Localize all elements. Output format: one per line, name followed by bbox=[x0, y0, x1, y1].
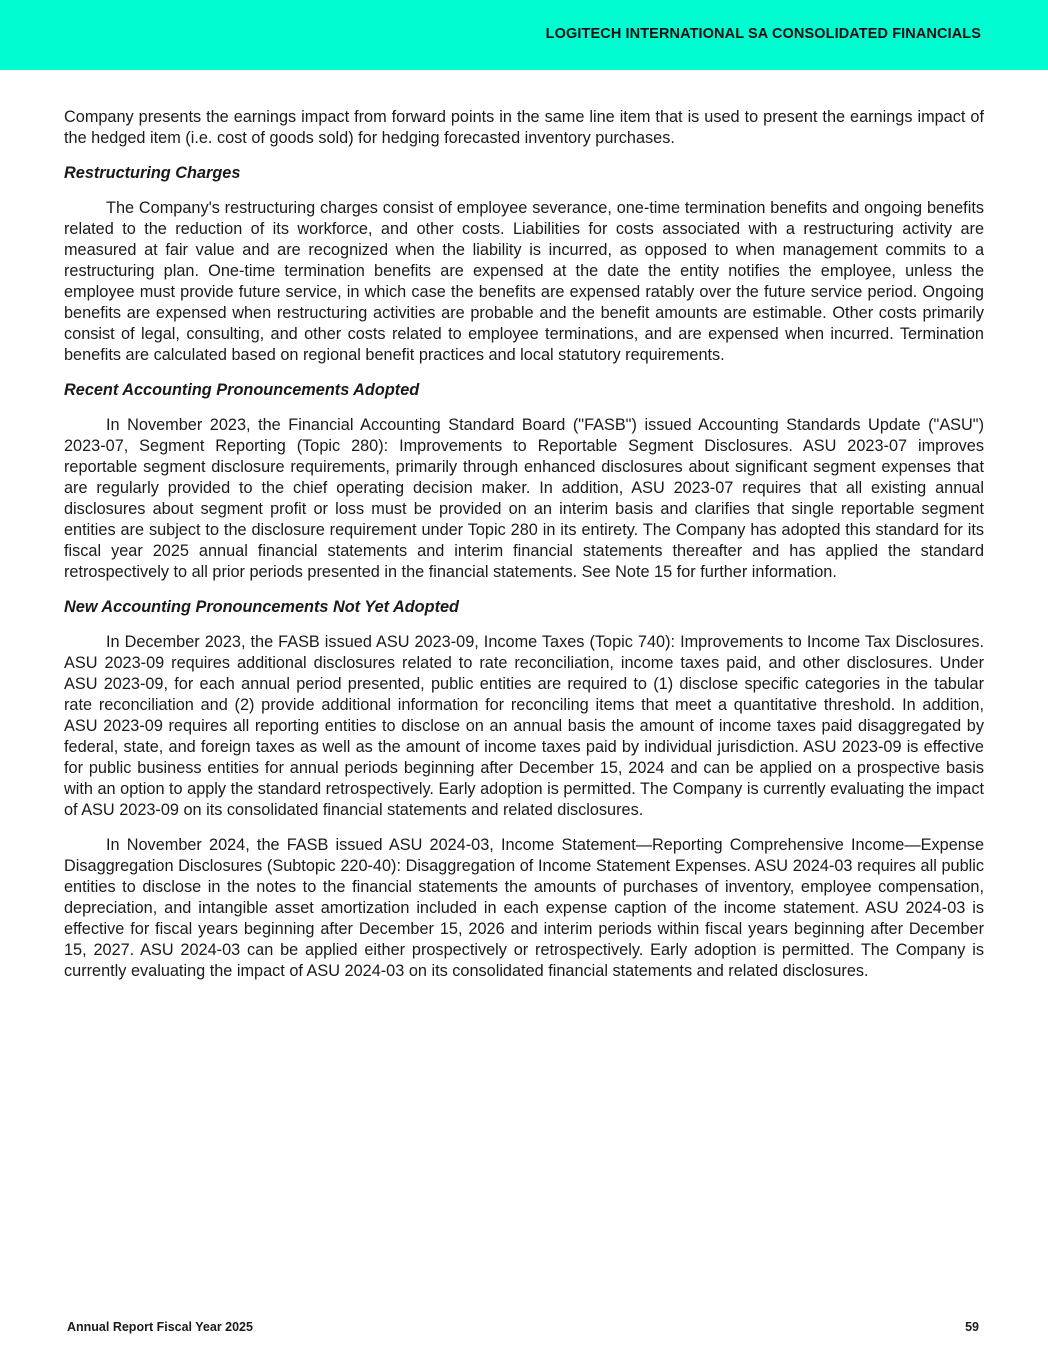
footer-report-title: Annual Report Fiscal Year 2025 bbox=[67, 1320, 253, 1334]
section-heading: New Accounting Pronouncements Not Yet Adopted bbox=[64, 598, 459, 616]
paragraph: In November 2024, the FASB issued ASU 2024-03, Income Statement—Reporting Comprehensive Income—Expense Disaggregation Disclosures (Subtopic 220-40): Disaggregation of Income Statement Expenses. ASU 2024-03 requires all public entities to disclose in the notes to the financial statements the amounts of purchases of inventory, employee compensation, depreciation, and intangible asset amortization included in each expense caption of the income statement. ASU 2024-03 is effective for fiscal years beginning after December 15, 2026 and interim periods within fiscal years beginning after December 15, 2027. ASU 2024-03 can be applied either prospectively or retrospectively. Early adoption is permitted. The Company is currently evaluating the impact of ASU 2024-03 on its consolidated financial statements and related disclosures. bbox=[64, 836, 984, 980]
page-content bbox=[64, 107, 984, 996]
paragraph: In December 2023, the FASB issued ASU 2023-09, Income Taxes (Topic 740): Improvements to Income Tax Disclosures. ASU 2023-09 requires additional disclosures related to rate reconciliation, income taxes paid, and other disclosures. Under ASU 2023-09, for each annual period presented, public entities are required to (1) disclose specific categories in the tabular rate reconciliation and (2) provide additional information for reconciling items that meet a quantitative threshold. In addition, ASU 2023-09 requires all reporting entities to disclose on an annual basis the amount of income taxes paid disaggregated by federal, state, and foreign taxes as well as the amount of income taxes paid by individual jurisdiction. ASU 2023-09 is effective for public business entities for annual periods beginning after December 15, 2024 and can be applied on a prospective basis with an option to apply the standard retrospectively. Early adoption is permitted. The Company is currently evaluating the impact of ASU 2023-09 on its consolidated financial statements and related disclosures. bbox=[64, 633, 984, 819]
document-title: LOGITECH INTERNATIONAL SA CONSOLIDATED FINANCIALS bbox=[545, 26, 981, 42]
paragraph: The Company's restructuring charges consist of employee severance, one-time termination benefits and ongoing benefits related to the reduction of its workforce, and other costs. Liabilities for costs associated with a restructuring activity are measured at fair value and are recognized when the liability is incurred, as opposed to when management commits to a restructuring plan. One-time termination benefits are expensed at the date the entity notifies the employee, unless the employee must provide future service, in which case the benefits are expensed ratably over the future service period. Ongoing benefits are expensed when restructuring activities are probable and the benefit amounts are estimable. Other costs primarily consist of legal, consulting, and other costs related to employee terminations, and are expensed when incurred. Termination benefits are calculated based on regional benefit practices and local statutory requirements. bbox=[64, 199, 984, 364]
header-banner bbox=[0, 0, 1048, 70]
section-heading: Recent Accounting Pronouncements Adopted bbox=[64, 381, 420, 399]
paragraph: In November 2023, the Financial Accounting Standard Board ("FASB") issued Accounting Standards Update ("ASU") 2023-07, Segment Reporting (Topic 280): Improvements to Reportable Segment Disclosures. ASU 2023-07 improves reportable segment disclosure requirements, primarily through enhanced disclosures about significant segment expenses that are regularly provided to the chief operating decision maker. In addition, ASU 2023-07 requires that all existing annual disclosures about segment profit or loss must be provided on an interim basis and clarifies that single reportable segment entities are subject to the disclosure requirement under Topic 280 in its entirety. The Company has adopted this standard for its fiscal year 2025 annual financial statements and interim financial statements thereafter and has applied the standard retrospectively to all prior periods presented in the financial statements. See Note 15 for further information. bbox=[64, 416, 984, 581]
page-number: 59 bbox=[965, 1320, 979, 1334]
section-heading: Restructuring Charges bbox=[64, 164, 241, 182]
intro-paragraph: Company presents the earnings impact from forward points in the same line item that is used to present the earnings impact of the hedged item (i.e. cost of goods sold) for hedging forecasted inventory purchases. bbox=[64, 108, 984, 147]
